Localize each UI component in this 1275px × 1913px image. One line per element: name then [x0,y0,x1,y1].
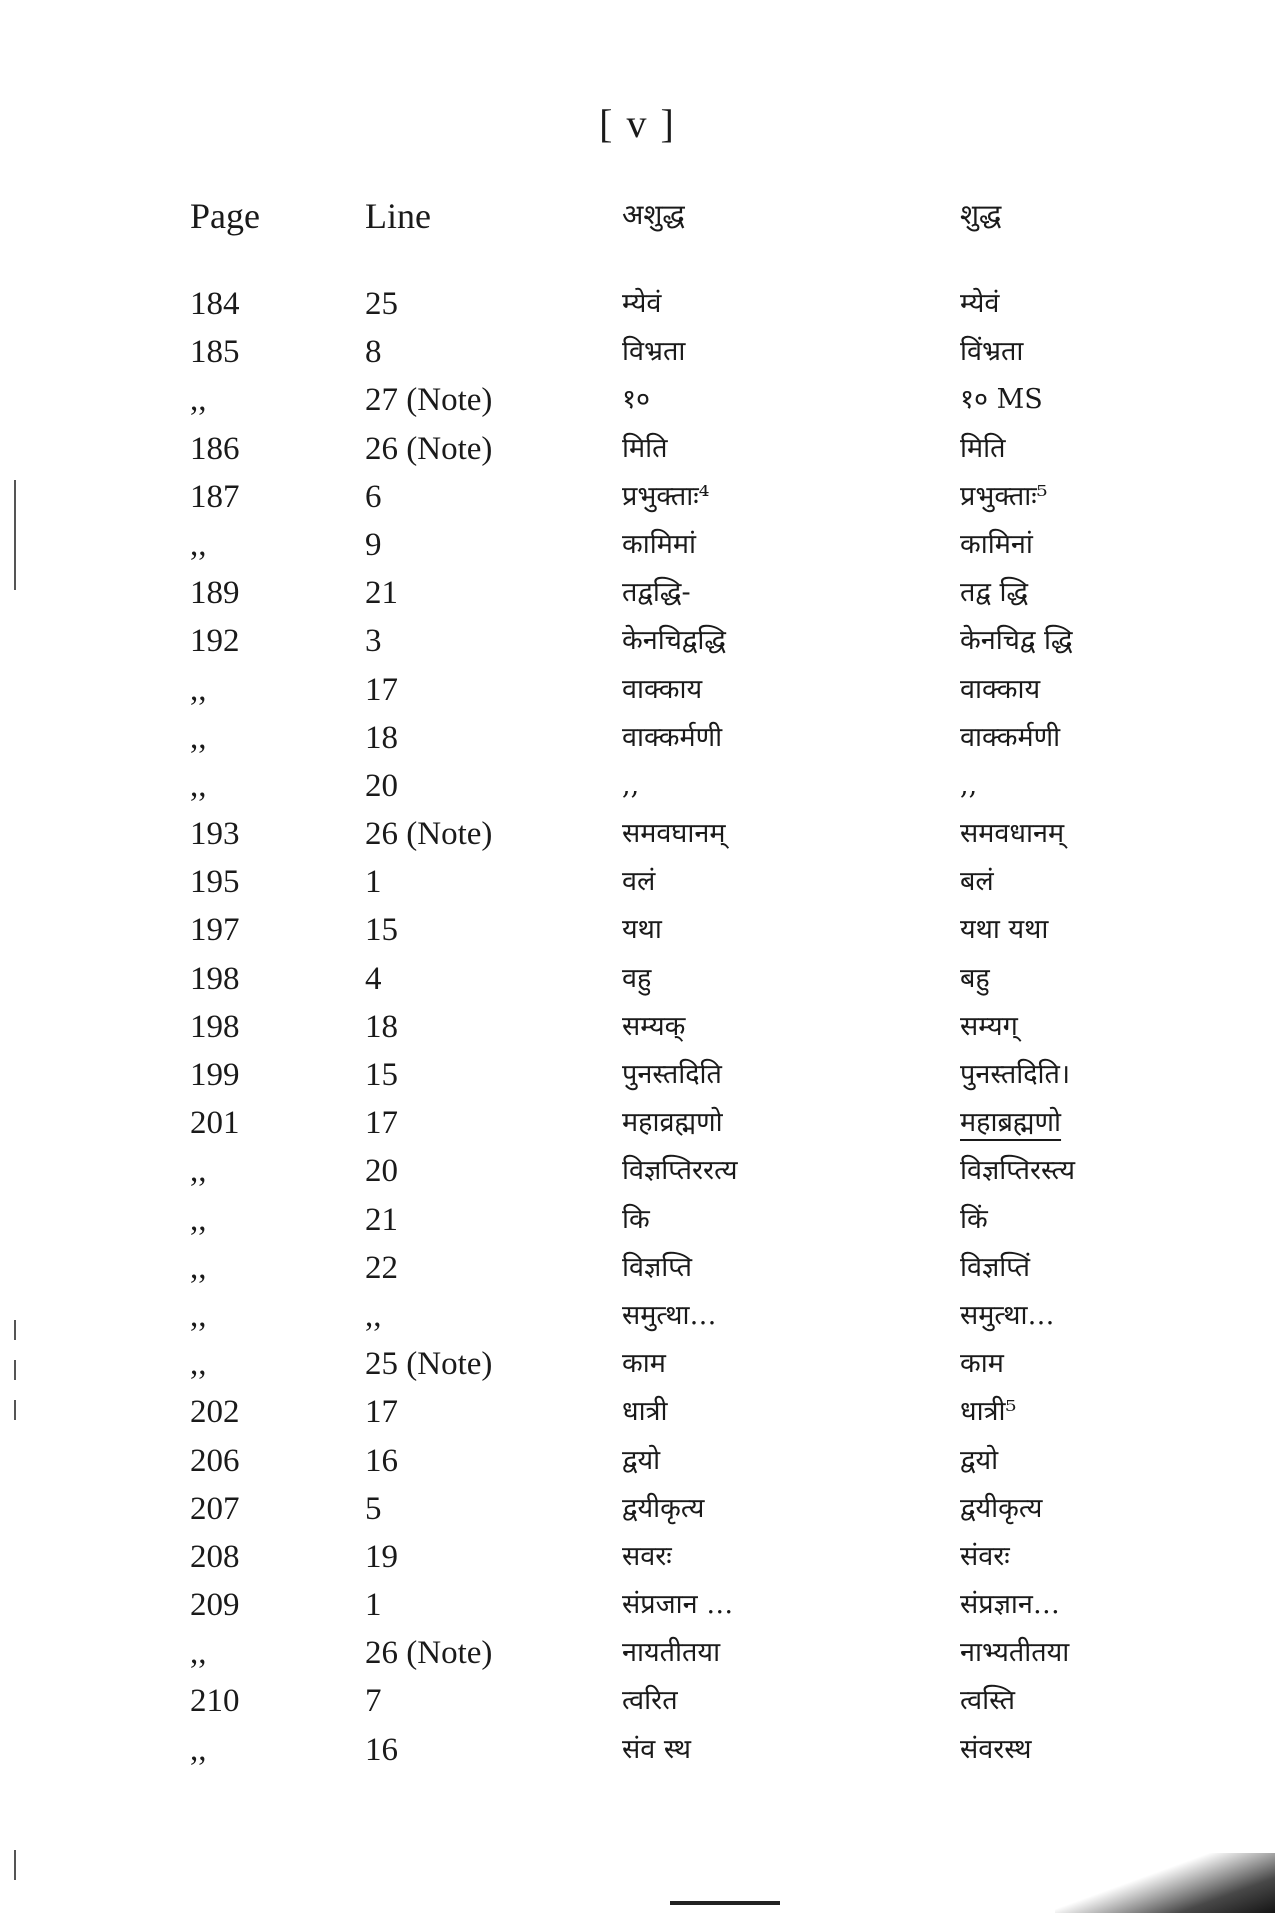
errata-correct: पुनस्तदिति। [960,1059,1071,1090]
errata-page: 209 [190,1587,240,1624]
errata-line: 16 [365,1442,398,1479]
errata-page: 210 [190,1683,240,1720]
errata-line: 15 [365,1057,398,1093]
errata-incorrect: विज्ञप्तिररत्य [622,1155,738,1187]
errata-line: 22 [365,1249,398,1286]
errata-row [190,1051,1130,1099]
errata-incorrect: संप्रजान … [622,1589,734,1621]
errata-incorrect: समुत्था… [622,1299,717,1331]
errata-row [190,666,1130,714]
errata-page: 198 [190,1008,240,1045]
errata-incorrect: महाव्रह्मणो [622,1107,723,1139]
errata-correct: काम [960,1348,1004,1380]
errata-row [190,1388,1130,1436]
errata-correct: महाब्रह्मणो [960,1107,1062,1139]
errata-row [190,1196,1130,1244]
errata-line: 27 (Note) [365,382,493,419]
errata-row [190,569,1130,617]
errata-incorrect: द्वयीकृत्य [622,1492,705,1524]
errata-page: ,, [190,1297,207,1334]
errata-page: ,, [190,1346,207,1383]
errata-row [190,1244,1130,1292]
errata-correct: धात्री⁵ [960,1396,1017,1428]
errata-page: 186 [190,430,240,467]
errata-line: 26 (Note) [365,816,493,853]
errata-line: 4 [365,960,382,997]
errata-incorrect: द्वयो [622,1444,661,1476]
errata-correct: विंभ्रता [960,336,1024,368]
errata-page: 198 [190,960,240,997]
errata-page: ,, [190,1731,207,1768]
errata-row [190,906,1130,954]
errata-line: 21 [365,1201,398,1238]
errata-page: 193 [190,816,240,853]
errata-incorrect: ,, [622,769,640,801]
header-correct: शुद्ध [960,200,1002,231]
errata-incorrect: तद्वद्धि- [622,577,691,609]
errata-row [190,1437,1130,1485]
errata-row [190,1677,1130,1725]
errata-line: ,, [365,1297,382,1334]
errata-line: 5 [365,1490,382,1527]
errata-page: 195 [190,864,240,901]
errata-line: 1 [365,864,382,901]
errata-row [190,1485,1130,1533]
errata-incorrect: संव स्थ [622,1733,692,1765]
errata-correct: संवरः [960,1540,1010,1572]
errata-row [190,955,1130,1003]
errata-incorrect: सवरः [622,1540,672,1572]
errata-incorrect: वाक्काय [622,673,703,705]
errata-correct: तद्व द्धि [960,577,1029,609]
errata-row [190,1147,1130,1195]
errata-row [190,810,1130,858]
errata-incorrect: धात्री [622,1396,668,1428]
errata-incorrect: यथा [622,914,662,946]
errata-page: 185 [190,334,240,371]
errata-line: 26 (Note) [365,1635,493,1672]
errata-line: 17 [365,1105,398,1142]
errata-page: 197 [190,912,240,949]
errata-correct: द्वयीकृत्य [960,1492,1043,1524]
errata-row [190,1726,1130,1774]
errata-page: ,, [190,1201,207,1238]
errata-row [190,1003,1130,1051]
errata-correct: समुत्था… [960,1299,1055,1331]
errata-line: 20 [365,1153,398,1190]
errata-line: 17 [365,1394,398,1431]
errata-correct: कामिनां [960,528,1033,560]
errata-page: 207 [190,1490,240,1527]
errata-page: 184 [190,286,240,322]
errata-incorrect: सम्यक् [622,1010,686,1042]
errata-incorrect: काम [622,1348,666,1380]
errata-correct: सम्यग् [960,1010,1018,1042]
errata-incorrect: नायतीतया [622,1637,721,1669]
errata-row [190,1340,1130,1388]
errata-row [190,714,1130,762]
errata-incorrect: कामिमां [622,528,697,560]
errata-correct: बहु [960,962,990,994]
errata-correct: द्वयो [960,1444,999,1476]
errata-incorrect: प्रभुक्ताः⁴ [622,480,710,512]
errata-incorrect: वलं [622,866,656,898]
header-line: Line [365,196,431,236]
header-page: Page [190,196,260,236]
errata-line: 26 (Note) [365,430,493,467]
errata-row [190,1581,1130,1629]
scan-artifact-smudge [1055,1853,1275,1913]
errata-correct: किं [960,1203,988,1235]
errata-line: 19 [365,1538,398,1575]
errata-page: 192 [190,623,240,660]
errata-incorrect: विभ्रता [622,336,686,368]
errata-line: 17 [365,671,398,708]
errata-correct: म्येवं [960,288,1000,319]
errata-rows [190,280,1130,1774]
errata-row [190,473,1130,521]
errata-page: 199 [190,1057,240,1093]
errata-page: ,, [190,1249,207,1286]
errata-line: 9 [365,526,382,563]
errata-incorrect: वहु [622,962,652,994]
errata-row [190,280,1130,328]
errata-row [190,1292,1130,1340]
errata-page: ,, [190,671,207,708]
errata-row [190,617,1130,665]
margin-marks [12,480,18,1880]
errata-correct: विज्ञप्तिरस्त्य [960,1155,1076,1187]
errata-page: 206 [190,1442,240,1479]
errata-correct: वाक्काय [960,673,1041,705]
errata-correct: ,, [960,769,978,801]
errata-row [190,1629,1130,1677]
errata-correct: प्रभुक्ताः⁵ [960,480,1048,512]
errata-row [190,858,1130,906]
errata-incorrect: म्येवं [622,288,662,319]
errata-line: 15 [365,912,398,949]
errata-page: 202 [190,1394,240,1431]
errata-line: 18 [365,719,398,756]
errata-incorrect: पुनस्तदिति [622,1059,722,1090]
errata-line: 25 (Note) [365,1346,493,1383]
errata-row [190,328,1130,376]
errata-page: ,, [190,1635,207,1672]
errata-line: 8 [365,334,382,371]
errata-correct: बलं [960,866,994,898]
errata-page: 201 [190,1105,240,1142]
errata-row [190,425,1130,473]
errata-row [190,521,1130,569]
errata-incorrect: मिति [622,432,668,464]
errata-page: 189 [190,575,240,612]
errata-line: 21 [365,575,398,612]
errata-page: ,, [190,767,207,804]
errata-incorrect: विज्ञप्ति [622,1251,693,1283]
errata-incorrect: समवघानम् [622,818,726,850]
errata-correct: नाभ्यतीतया [960,1637,1070,1669]
errata-incorrect: केनचिद्वद्धि [622,625,726,657]
errata-correct: संप्रज्ञान… [960,1589,1060,1621]
errata-correct: वाक्कर्मणी [960,721,1061,753]
errata-page: 187 [190,478,240,515]
errata-line: 25 [365,286,398,322]
errata-row [190,1533,1130,1581]
errata-line: 20 [365,767,398,804]
errata-incorrect: कि [622,1203,650,1235]
errata-table [190,192,1130,1774]
errata-line: 1 [365,1587,382,1624]
errata-line: 18 [365,1008,398,1045]
errata-header-row [190,192,1130,280]
errata-line: 3 [365,623,382,660]
errata-correct: मिति [960,432,1006,464]
errata-correct: केनचिद्व द्धि [960,625,1073,657]
errata-row [190,1099,1130,1147]
errata-row [190,376,1130,424]
scan-artifact-line [670,1901,780,1905]
errata-correct: विज्ञप्तिं [960,1251,1031,1283]
errata-page: ,, [190,526,207,563]
errata-incorrect: १० [622,384,651,416]
errata-row [190,762,1130,810]
errata-page: ,, [190,1153,207,1190]
errata-page: 208 [190,1538,240,1575]
errata-incorrect: त्वरित [622,1685,678,1717]
errata-page: ,, [190,382,207,419]
errata-page: ,, [190,719,207,756]
errata-line: 16 [365,1731,398,1768]
errata-incorrect: वाक्कर्मणी [622,721,723,753]
errata-correct: यथा यथा [960,914,1049,946]
errata-correct: समवधानम् [960,818,1065,850]
page-number: [ v ] [599,101,676,146]
errata-correct: १० MS [960,384,1043,416]
errata-line: 7 [365,1683,382,1720]
errata-line: 6 [365,478,382,515]
errata-correct: संवरस्थ [960,1733,1032,1765]
header-incorrect: अशुद्ध [622,200,685,231]
errata-correct: त्वस्ति [960,1685,1016,1717]
